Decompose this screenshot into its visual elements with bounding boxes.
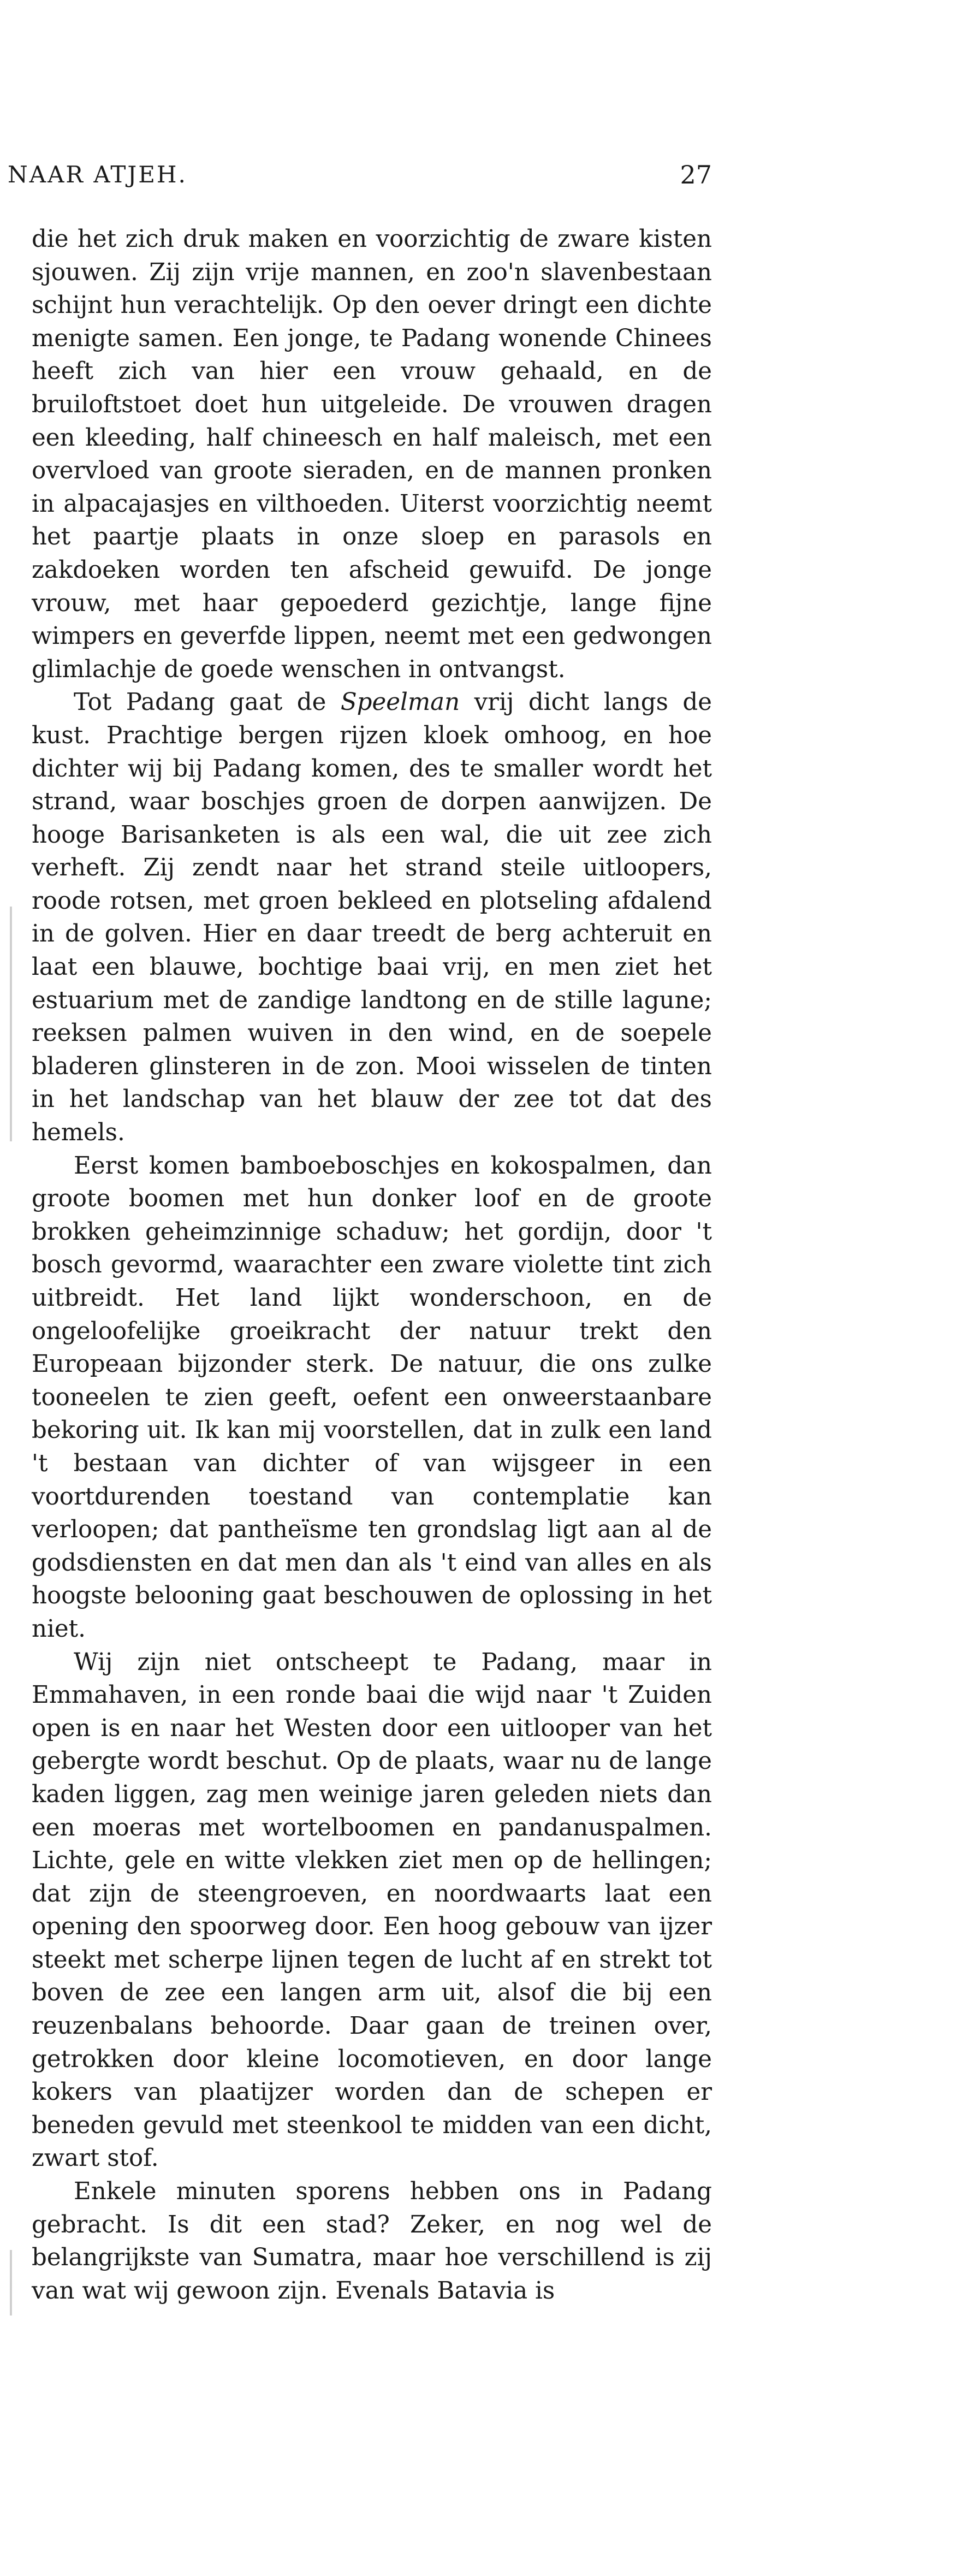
running-head: NAAR ATJEH. bbox=[8, 161, 187, 188]
paragraph bbox=[32, 223, 712, 686]
paragraph bbox=[32, 1646, 712, 2176]
paragraph bbox=[32, 1150, 712, 1646]
text-segment: die het zich druk maken en voorzichtig de zware kisten sjouwen. Zij zijn vrije mannen, en zoo'n slavenbestaan schijnt hun verachtelijk. Op den oever dringt een dichte menigte samen. Een jonge, te Padang wonende Chinees heeft zich van hier een vrouw gehaald, en de bruiloftstoet doet hun uitgeleide. De vrouwen dragen een kleeding, half chineesch en half maleisch, met een overvloed van groote sieraden, en de mannen pronken in alpacajasjes en vilthoeden. Uiterst voorzichtig neemt het paartje plaats in onze sloep en parasols en zakdoeken worden ten afscheid gewuifd. De jonge vrouw, met haar gepoederd gezichtje, lange fijne wimpers en geverfde lippen, neemt met een gedwongen glimlachje de goede wenschen in ontvangst. bbox=[32, 226, 712, 683]
text-segment: Eerst komen bamboeboschjes en kokospalmen, dan groote boomen met hun donker loof en de groote brokken geheimzinnige schaduw; het gordijn, door 't bosch gevormd, waarachter een zware violette tint zich uitbreidt. Het land lijkt wonderschoon, en de ongeloofelijke groeikracht der natuur trekt den Europeaan bijzonder sterk. De natuur, die ons zulke tooneelen te zien geeft, oefent een onweerstaanbare bekoring uit. Ik kan mij voorstellen, dat in zulk een land 't bestaan van dichter of van wijsgeer in een voortdurenden toestand van contemplatie kan verloopen; dat pantheïsme ten grondslag ligt aan al de godsdiensten en dat men dan als 't eind van alles en als hoogste belooning gaat beschouwen de oplossing in het niet. bbox=[32, 1152, 712, 1643]
paragraph bbox=[32, 2175, 712, 2307]
body-text bbox=[32, 223, 712, 2307]
page-number: 27 bbox=[680, 160, 712, 190]
text-segment: vrij dicht langs de kust. Prachtige bergen rijzen kloek omhoog, en hoe dichter wij bij Padang komen, des te smaller wordt het strand, waar boschjes groen de dorpen aanwijzen. De hooge Barisanketen is als een wal, die uit zee zich verheft. Zij zendt naar het strand steile uitloopers, roode rotsen, met groen bekleed en plotseling afdalend in de golven. Hier en daar treedt de berg achteruit en laat een blauwe, bochtige baai vrij, en men ziet het estuarium met de zandige landtong en de stille lagune; reeksen palmen wuiven in den wind, en de soepele bladeren glinsteren in de zon. Mooi wisselen de tinten in het landschap van het blauw der zee tot dat des hemels. bbox=[32, 689, 712, 1147]
text-segment: Wij zijn niet ontscheept te Padang, maar in Emmahaven, in een ronde baai die wijd naar 't Zuiden open is en naar het Westen door een uitlooper van het gebergte wordt beschut. Op de plaats, waar nu de lange kaden liggen, zag men weinige jaren geleden niets dan een moeras met wortelboomen en pandanuspalmen. Lichte, gele en witte vlekken ziet men op de hellingen; dat zijn de steengroeven, en noordwaarts laat een opening den spoorweg door. Een hoog gebouw van ijzer steekt met scherpe lijnen tegen de lucht af en strekt tot boven de zee een langen arm uit, alsof die bij een reuzenbalans behoorde. Daar gaan de treinen over, getrokken door kleine locomotieven, en door lange kokers van plaatijzer worden dan de schepen er beneden gevuld met steenkool te midden van een dicht, zwart stof. bbox=[32, 1648, 712, 2172]
text-segment: Tot Padang gaat de bbox=[74, 689, 341, 716]
page-header bbox=[8, 158, 712, 191]
italic-text: Speelman bbox=[340, 689, 460, 716]
margin-mark bbox=[10, 907, 12, 1141]
text-segment: Enkele minuten sporens hebben ons in Padang gebracht. Is dit een stad? Zeker, en nog wel de belangrijkste van Sumatra, maar hoe verschillend is zij van wat wij gewoon zijn. Evenals Batavia is bbox=[32, 2178, 712, 2305]
paragraph bbox=[32, 686, 712, 1149]
margin-mark bbox=[10, 2250, 12, 2316]
